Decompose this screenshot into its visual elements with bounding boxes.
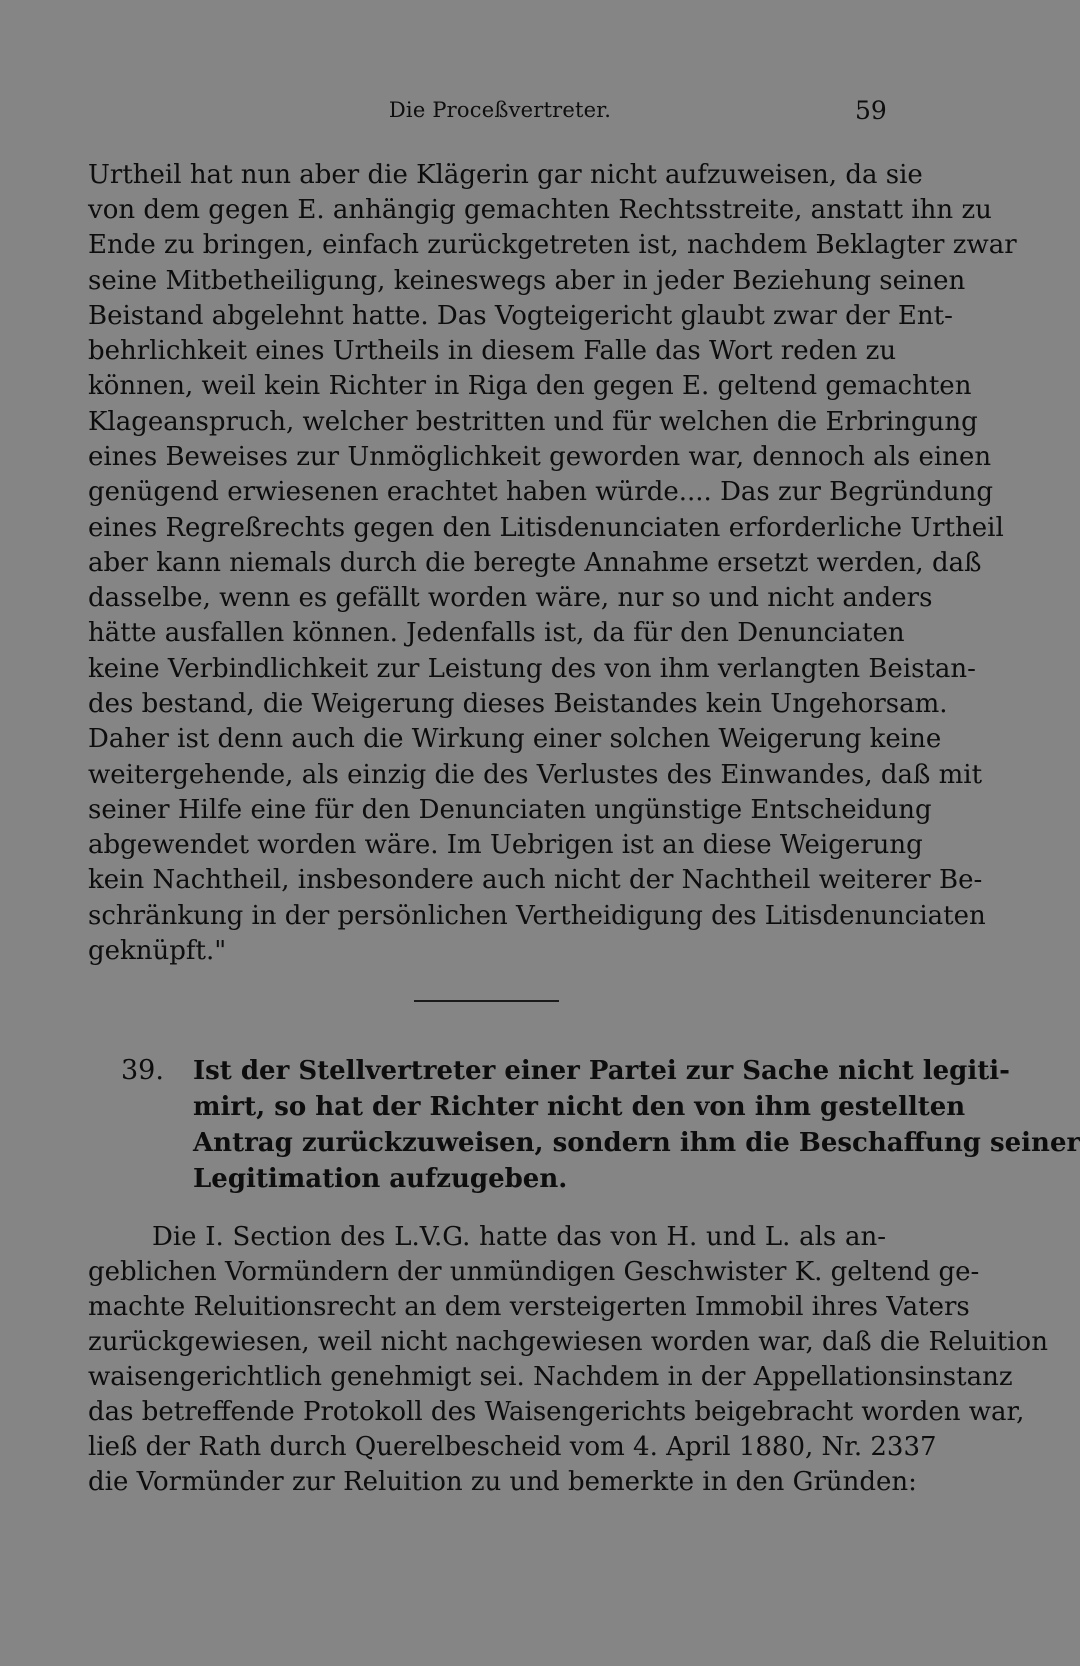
text-line: Ende zu bringen, einfach zurückgetreten ist, nachdem Beklagter zwar (88, 230, 1017, 260)
text-line: hätte ausfallen können. Jedenfalls ist, da für den Denunciaten (88, 618, 905, 648)
text-line: weitergehende, als einzig die des Verlustes des Einwandes, daß mit (88, 760, 983, 790)
section-heading-line: Antrag zurückzuweisen, sondern ihm die Beschaffung seiner (193, 1128, 1080, 1158)
text-line: genügend erwiesenen erachtet haben würde.... Das zur Begründung (88, 477, 994, 507)
text-line: von dem gegen E. anhängig gemachten Rechtsstreite, anstatt ihn zu (88, 195, 992, 225)
text-line: aber kann niemals durch die beregte Annahme ersetzt werden, daß (88, 548, 982, 578)
text-line: machte Reluitionsrecht an dem versteigerten Immobil ihres Vaters (88, 1292, 970, 1322)
section-heading-line: mirt, so hat der Richter nicht den von ihm gestellten (193, 1092, 966, 1122)
text-line: Beistand abgelehnt hatte. Das Vogteigericht glaubt zwar der Ent- (88, 301, 953, 331)
text-line: keine Verbindlichkeit zur Leistung des von ihm verlangten Beistan- (88, 654, 976, 684)
text-line: geblichen Vormündern der unmündigen Geschwister K. geltend ge- (88, 1257, 980, 1287)
text-line: waisengerichtlich genehmigt sei. Nachdem in der Appellationsinstanz (88, 1362, 1013, 1392)
text-line: die Vormünder zur Reluition zu und bemerkte in den Gründen: (88, 1467, 917, 1497)
text-line: können, weil kein Richter in Riga den gegen E. geltend gemachten (88, 371, 972, 401)
text-line: eines Beweises zur Unmöglichkeit geworden war, dennoch als einen (88, 442, 992, 472)
text-line: Die I. Section des L.V.G. hatte das von H. und L. als an- (152, 1222, 886, 1252)
section-divider (414, 1000, 559, 1002)
text-line: dasselbe, wenn es gefällt worden wäre, nur so und nicht anders (88, 583, 933, 613)
text-line: das betreffende Protokoll des Waisengerichts beigebracht worden war, (88, 1397, 1025, 1427)
text-line: Urtheil hat nun aber die Klägerin gar nicht aufzuweisen, da sie (88, 160, 923, 190)
text-line: eines Regreßrechts gegen den Litisdenunciaten erforderliche Urtheil (88, 513, 1004, 543)
text-line: behrlichkeit eines Urtheils in diesem Falle das Wort reden zu (88, 336, 897, 366)
page-number: 59 (855, 96, 887, 125)
section-number: 39. (121, 1055, 164, 1086)
text-line: kein Nachtheil, insbesondere auch nicht der Nachtheil weiterer Be- (88, 865, 983, 895)
running-header: Die Proceßvertreter. (388, 98, 612, 122)
section-heading-line: Ist der Stellvertreter einer Partei zur Sache nicht legiti- (193, 1056, 1010, 1086)
text-line: geknüpft." (88, 936, 227, 966)
text-line: seiner Hilfe eine für den Denunciaten ungünstige Entscheidung (88, 795, 932, 825)
text-line: seine Mitbetheiligung, keineswegs aber in jeder Beziehung seinen (88, 266, 966, 296)
text-line: ließ der Rath durch Querelbescheid vom 4. April 1880, Nr. 2337 (88, 1432, 937, 1462)
text-line: Klageanspruch, welcher bestritten und für welchen die Erbringung (88, 407, 978, 437)
text-line: Daher ist denn auch die Wirkung einer solchen Weigerung keine (88, 724, 942, 754)
text-line: zurückgewiesen, weil nicht nachgewiesen worden war, daß die Reluition (88, 1327, 1048, 1357)
text-line: schränkung in der persönlichen Vertheidigung des Litisdenunciaten (88, 901, 986, 931)
section-heading-line: Legitimation aufzugeben. (193, 1164, 568, 1194)
text-line: abgewendet worden wäre. Im Uebrigen ist an diese Weigerung (88, 830, 923, 860)
text-line: des bestand, die Weigerung dieses Beistandes kein Ungehorsam. (88, 689, 948, 719)
